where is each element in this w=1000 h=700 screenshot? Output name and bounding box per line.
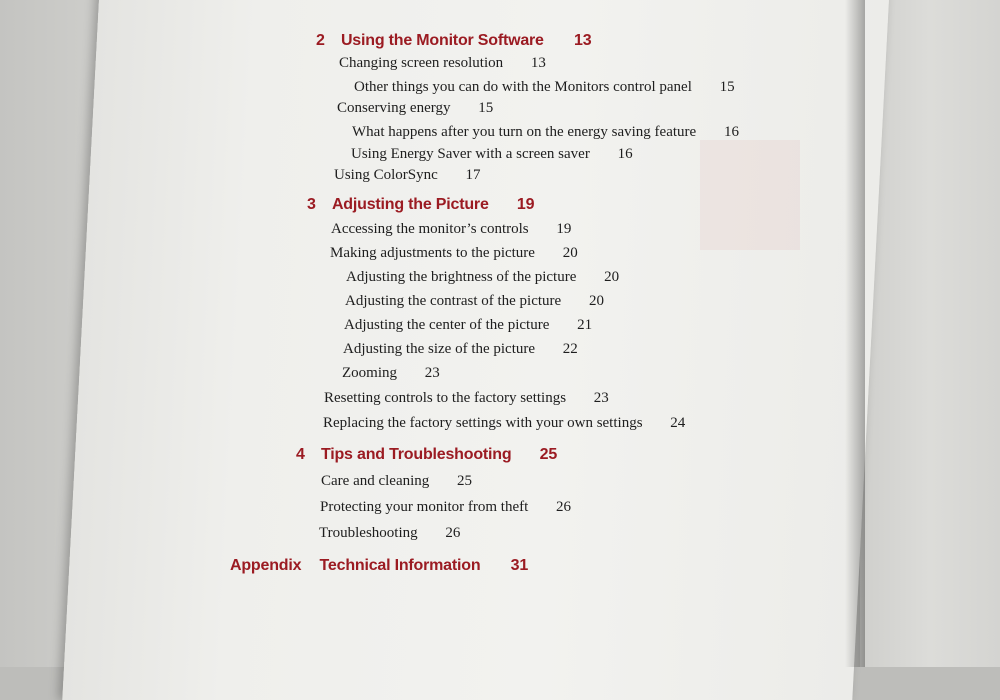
entry-title: Troubleshooting — [319, 525, 418, 541]
entry-title: Protecting your monitor from theft — [320, 499, 529, 515]
toc-entry — [339, 55, 546, 72]
chapter-page: 13 — [574, 32, 592, 49]
entry-title: Using ColorSync — [334, 167, 438, 183]
entry-title: Conserving energy — [337, 100, 451, 116]
chapter-title: Tips and Troubleshooting — [320, 446, 512, 463]
toc-entry — [331, 221, 571, 238]
chapter-number: 3 — [307, 196, 316, 213]
toc-entry — [352, 124, 739, 141]
entry-title: Other things you can do with the Monitors control panel — [354, 79, 692, 95]
entry-page: 26 — [445, 525, 461, 541]
entry-title: Care and cleaning — [321, 473, 430, 489]
toc-entry — [320, 499, 571, 516]
entry-page: 25 — [457, 473, 473, 489]
toc-entry — [319, 525, 460, 542]
entry-title: What happens after you turn on the energy saving feature — [352, 124, 697, 140]
entry-page: 15 — [719, 79, 735, 95]
entry-page: 20 — [562, 245, 578, 261]
entry-title: Adjusting the brightness of the picture — [346, 269, 577, 285]
entry-page: 21 — [577, 317, 593, 333]
toc-entry — [344, 317, 592, 334]
chapter-3-heading — [307, 196, 534, 214]
entry-title: Making adjustments to the picture — [330, 245, 535, 261]
entry-title: Using Energy Saver with a screen saver — [351, 146, 590, 162]
toc-entry — [334, 167, 481, 184]
entry-title: Resetting controls to the factory settings — [324, 390, 567, 406]
entry-title: Zooming — [342, 365, 397, 381]
toc-entry — [346, 269, 619, 286]
toc-entry — [321, 473, 472, 490]
chapter-page: 25 — [539, 446, 558, 463]
entry-page: 23 — [424, 365, 440, 381]
toc-entry — [342, 365, 440, 382]
entry-title: Changing screen resolution — [339, 55, 504, 71]
toc-entry — [330, 245, 578, 262]
entry-page: 16 — [723, 124, 739, 140]
toc-entry — [324, 390, 609, 407]
toc-entry — [337, 100, 493, 117]
entry-page: 24 — [670, 415, 686, 431]
toc-entry — [343, 341, 578, 358]
chapter-number: Appendix — [230, 557, 302, 574]
appendix-heading — [230, 557, 528, 575]
entry-title: Replacing the factory settings with your own settings — [323, 415, 643, 431]
entry-page: 20 — [588, 293, 604, 309]
chapter-4-heading — [296, 446, 557, 464]
chapter-2-heading — [316, 32, 591, 50]
chapter-page: 19 — [516, 196, 535, 213]
toc-entry — [351, 146, 633, 163]
entry-page: 22 — [562, 341, 578, 357]
toc-entry — [323, 415, 685, 432]
entry-page: 23 — [593, 390, 609, 406]
entry-page: 19 — [556, 221, 572, 237]
entry-page: 26 — [556, 499, 572, 515]
chapter-number: 2 — [316, 32, 325, 49]
entry-page: 16 — [617, 146, 633, 162]
entry-title: Adjusting the size of the picture — [343, 341, 536, 357]
chapter-title: Adjusting the Picture — [331, 196, 489, 213]
toc-entry — [345, 293, 604, 310]
entry-page: 13 — [530, 55, 546, 71]
entry-title: Adjusting the center of the picture — [344, 317, 550, 333]
entry-title: Adjusting the contrast of the picture — [345, 293, 562, 309]
toc-entry — [354, 79, 735, 96]
entry-page: 20 — [604, 269, 620, 285]
chapter-page: 31 — [510, 557, 529, 574]
chapter-title: Technical Information — [319, 557, 481, 574]
entry-page: 17 — [465, 167, 481, 183]
entry-title: Accessing the monitor’s controls — [331, 221, 529, 237]
chapter-number: 4 — [296, 446, 305, 463]
chapter-title: Using the Monitor Software — [340, 32, 544, 49]
entry-page: 15 — [478, 100, 494, 116]
